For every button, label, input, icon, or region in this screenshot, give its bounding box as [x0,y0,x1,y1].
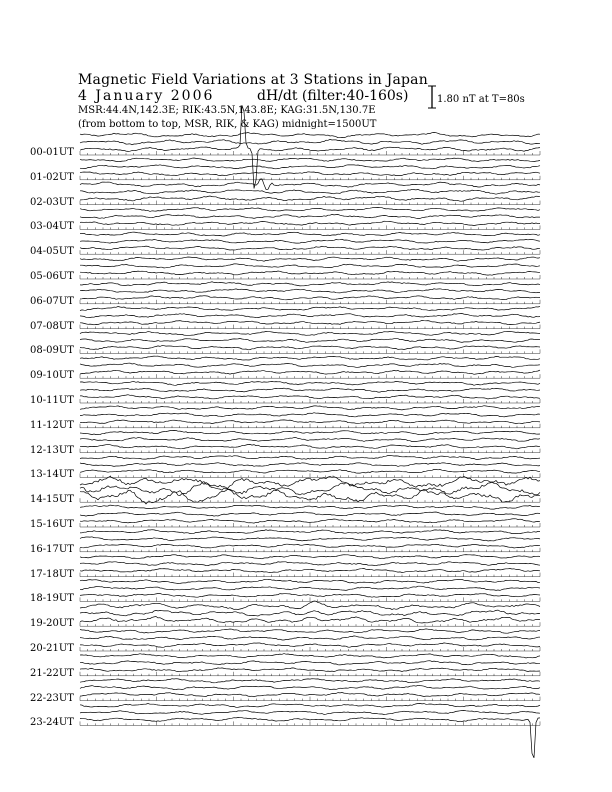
row-label: 22-23UT [30,692,74,704]
trace-RIK [80,438,540,442]
row-13-14UT [80,456,540,478]
row-02-03UT [80,179,540,205]
row-06-07UT [80,282,540,304]
row-16-17UT [80,530,540,552]
row-15-16UT [80,505,540,527]
trace-KAG [80,331,540,335]
row-label: 18-19UT [30,593,74,605]
row-23-24UT [80,703,540,758]
trace-KAG [80,654,540,658]
trace-MSR [80,271,540,275]
row-label: 03-04UT [30,221,74,233]
trace-MSR [80,668,540,672]
trace-RIK [80,661,540,665]
trace-KAG [80,282,540,286]
chart-title: Magnetic Field Variations at 3 Stations in Japan [78,72,428,88]
row-14-15UT [80,476,540,504]
trace-MSR [80,469,540,473]
trace-KAG [80,179,540,190]
row-label: 00-01UT [30,147,74,158]
row-18-19UT [80,579,540,601]
row-04-05UT [80,232,540,254]
row-label: 04-05UT [30,246,74,258]
row-19-20UT [80,601,540,626]
row-05-06UT [80,257,540,279]
row-label: 07-08UT [30,320,74,332]
scale-bar [428,86,436,108]
stations-line: MSR:44.4N,142.3E; RIK:43.5N,143.8E; KAG:31.5N,130.7E [78,105,376,116]
row-17-18UT [80,555,540,577]
trace-KAG [80,555,540,559]
trace-RIK [80,636,540,640]
trace-KAG [80,406,540,410]
trace-KAG [80,579,540,583]
row-label: 13-14UT [30,469,74,481]
trace-KAG [80,629,540,633]
order-note: (from bottom to top, MSR, RIK, & KAG) midnight=1500UT [78,119,377,130]
scale-label: 1.80 nT at T=80s [437,94,525,105]
trace-RIK [80,264,540,268]
row-label: 21-22UT [30,667,74,679]
trace-KAG [80,530,540,534]
row-label: 08-09UT [30,345,74,357]
chart-quantity: dH/dt (filter:40-160s) [257,88,409,104]
row-22-23UT [80,679,540,701]
row-21-22UT [80,654,540,676]
row-11-12UT [80,406,540,428]
row-label: 05-06UT [30,271,74,282]
trace-KAG [80,430,540,434]
trace-MSR [80,693,540,697]
trace-MSR [80,172,540,176]
trace-RIK [80,512,540,516]
trace-KAG [80,456,540,460]
trace-RIK [80,239,540,243]
row-label: 06-07UT [30,295,74,307]
trace-RIK [80,314,540,318]
trace-MSR [80,221,540,225]
trace-MSR [80,346,540,350]
trace-MSR [80,320,540,324]
trace-KAG [80,601,540,610]
row-20-21UT [80,629,540,651]
row-label: 12-13UT [30,444,74,456]
trace-KAG [80,505,540,509]
trace-KAG [80,679,540,683]
row-07-08UT [80,306,540,328]
trace-MSR [80,594,540,598]
trace-RIK [80,289,540,293]
row-label: 15-16UT [30,519,74,530]
trace-RIK [80,413,540,417]
trace-KAG [80,207,540,211]
trace-MSR [80,196,540,201]
trace-KAG [80,232,540,236]
trace-RIK [80,139,540,144]
row-label: 16-17UT [30,543,74,555]
trace-RIK [80,363,540,367]
row-label: 11-12UT [30,419,74,431]
trace-KAG [80,381,540,385]
row-label: 23-24UT [30,717,74,729]
trace-RIK [80,463,540,467]
trace-RIK [80,562,540,566]
trace-RIK [80,165,540,169]
trace-RIK [80,214,540,218]
trace-RIK [80,685,540,689]
trace-RIK [80,586,540,590]
trace-KAG [80,356,540,360]
row-08-09UT [80,331,540,353]
row-label: 17-18UT [30,568,74,580]
row-label: 14-15UT [30,494,74,506]
row-12-13UT [80,430,540,452]
trace-KAG [80,133,540,138]
row-label: 01-02UT [30,171,74,183]
row-label: 10-11UT [30,395,74,406]
row-09-10UT [80,356,540,378]
row-label: 02-03UT [30,196,74,208]
trace-RIK [80,339,540,343]
trace-RIK [80,610,540,616]
trace-RIK [80,388,540,392]
chart-date: 4 January 2006 [78,88,215,104]
row-01-02UT [80,158,540,180]
row-label: 09-10UT [30,370,74,382]
trace-KAG [80,703,540,707]
row-label: 20-21UT [30,643,74,654]
trace-RIK [80,189,540,194]
trace-MSR [80,395,540,399]
trace-MSR [80,617,540,624]
trace-KAG [80,257,540,261]
trace-KAG [80,306,540,310]
row-label: 19-20UT [30,618,74,630]
trace-MSR [80,370,540,374]
trace-MSR [80,420,540,424]
trace-MSR [80,296,540,300]
trace-MSR [80,569,540,573]
trace-MSR [80,444,540,449]
trace-MSR [80,519,540,523]
trace-MSR [80,544,540,548]
row-10-11UT [80,381,540,403]
trace-MSR [80,246,540,250]
trace-MSR [80,643,540,647]
row-03-04UT [80,207,540,229]
trace-RIK [80,710,540,714]
trace-RIK [80,537,540,541]
trace-KAG [80,158,540,162]
